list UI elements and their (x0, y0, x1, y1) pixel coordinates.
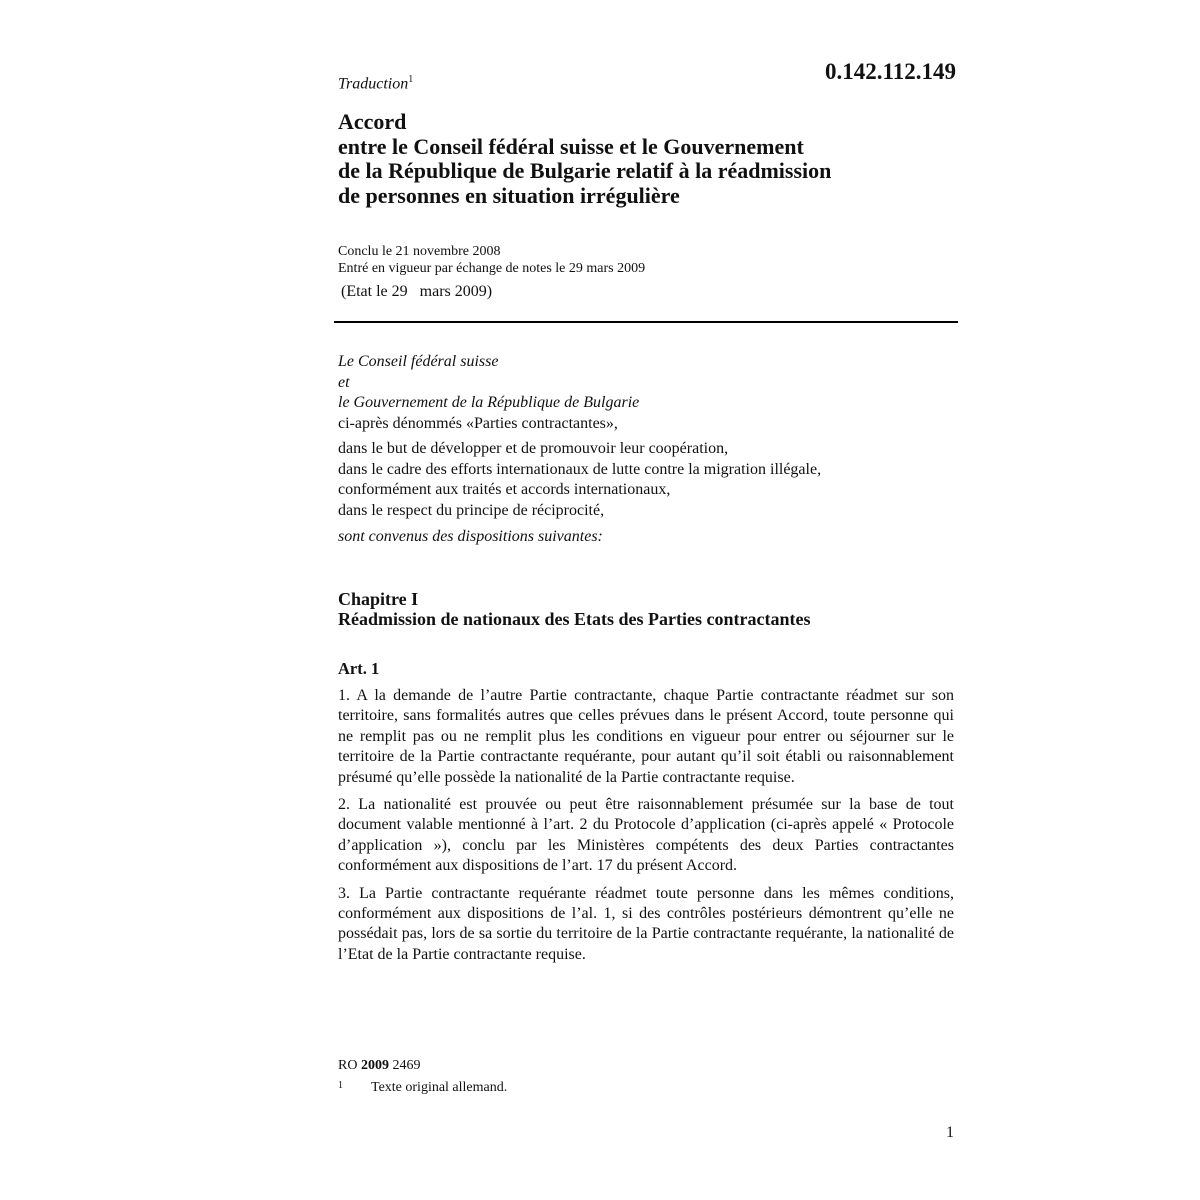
horizontal-rule (334, 321, 958, 323)
chapter-title: Réadmission de nationaux des Etats des Parties contractantes (338, 609, 811, 629)
chapter-heading (338, 589, 958, 629)
ro-reference (338, 1058, 420, 1074)
article-paragraph: 1. A la demande de l’autre Partie contractante, chaque Partie contractante réadmet sur son territoire, sans formalités autres que celles prévues dans le présent Accord, toute personne qui ne remplit pas ou ne remplit plus les conditions en vigueur pour entrer ou séjourner sur le territoire de la Partie contractante requérante, pour autant qu’il soit établi ou raisonnablement présumé qu’elle possède la nationalité de la Partie contractante requise. (338, 687, 954, 786)
conjunction: et (338, 373, 350, 391)
agreement-clause: sont convenus des dispositions suivantes: (338, 528, 603, 545)
title-line: de personnes en situation irrégulière (338, 182, 680, 208)
chapter-number: Chapitre I (338, 589, 419, 609)
article-paragraph: 2. La nationalité est prouvée ou peut être raisonnablement présumée sur la base de tout document valable mentionné à l’art. 2 du Protocole d’application (ci-après appelé « Protocole d’application »), conclu par les Ministères compétents des deux Parties contractantes conformément aux dispositions de l’art. 17 du présent Accord. (338, 796, 954, 875)
traduction-label (338, 74, 413, 93)
consideration: dans le respect du principe de réciprocité, (338, 501, 605, 519)
title-line: de la République de Bulgarie relatif à la réadmission (338, 158, 832, 183)
ro-page: 2469 (392, 1058, 421, 1073)
ro-year: 2009 (360, 1058, 389, 1073)
footnote-mark: 1 (338, 1080, 343, 1091)
footnote-text: Texte original allemand. (371, 1080, 508, 1095)
sr-number: 0.142.112.149 (825, 59, 956, 84)
document-title (338, 110, 958, 208)
footnote (338, 1080, 507, 1096)
consideration: dans le but de développer et de promouvoir leur coopération, (338, 440, 729, 457)
article-paragraph: 3. La Partie contractante requérante réadmet toute personne dans les mêmes conditions, conformément aux dispositions de l’al. 1, si des contrôles postérieurs démontrent qu’elle ne possédait pas, lors de sa sortie du territoire de la Partie contractante requérante, la nationalité de l’Etat de la Partie contractante requise. (338, 884, 954, 963)
title-line: Accord (338, 109, 407, 134)
article-body (338, 686, 954, 972)
ro-prefix: RO (338, 1058, 358, 1073)
state-date: (Etat le 29 mars 2009) (341, 283, 493, 300)
party-2: le Gouvernement de la République de Bulgarie (338, 394, 640, 411)
consideration: conformément aux traités et accords internationaux, (338, 481, 671, 498)
dates-block (338, 243, 645, 277)
article-title: Art. 1 (338, 659, 380, 678)
denomination: ci-après dénommés «Parties contractantes», (338, 414, 618, 432)
page-number: 1 (946, 1124, 954, 1141)
consideration: dans le cadre des efforts internationaux de lutte contre la migration illégale, (338, 460, 822, 478)
footnote-reference[interactable]: 1 (408, 74, 414, 85)
party-1: Le Conseil fédéral suisse (338, 353, 499, 370)
title-line: entre le Conseil fédéral suisse et le Gouvernement (338, 133, 804, 159)
conclusion-date: Conclu le 21 novembre 2008 (338, 244, 501, 259)
traduction-text: Traduction (338, 75, 409, 93)
entry-into-force-date: Entré en vigueur par échange de notes le 29 mars 2009 (338, 261, 646, 276)
preamble (338, 352, 958, 548)
